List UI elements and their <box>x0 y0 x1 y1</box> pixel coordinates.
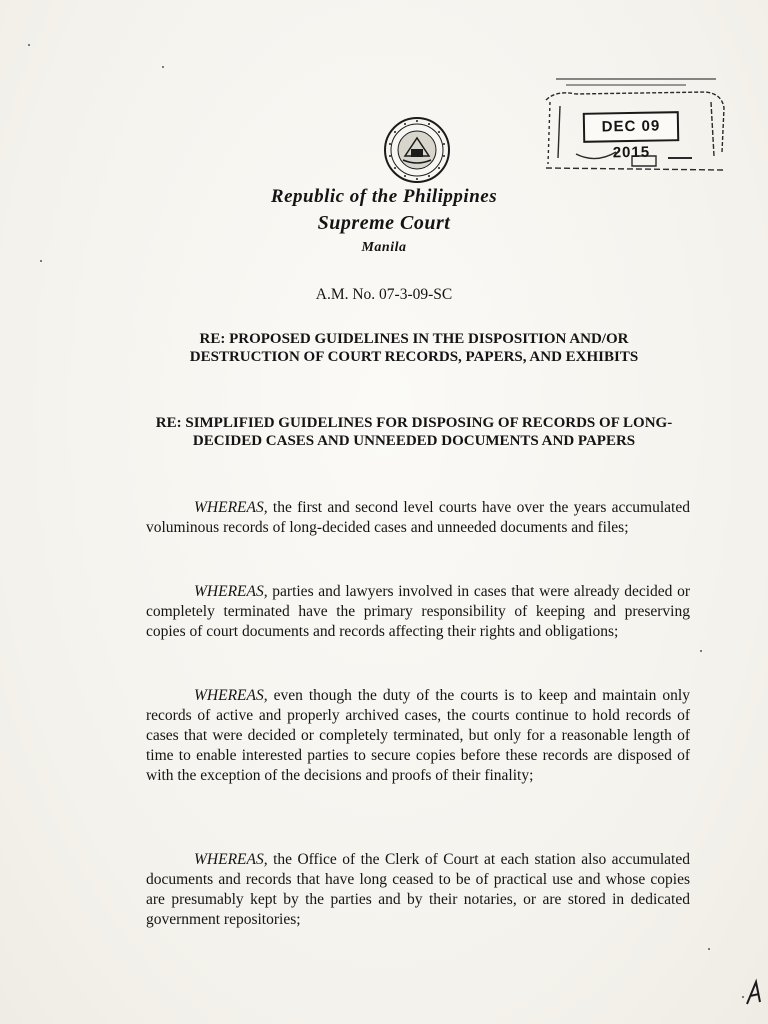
paragraph-whereas-2 <box>146 582 690 642</box>
paragraph-whereas-4 <box>146 850 690 930</box>
header-manila: Manila <box>361 240 407 255</box>
heading-simplified-guidelines: RE: SIMPLIFIED GUIDELINES FOR DISPOSING OF RECORDS OF LONG-DECIDED CASES AND UNNEEDED DOCUMENTS AND PAPERS <box>155 415 673 449</box>
initial-mark-icon <box>744 978 764 1008</box>
scan-speck <box>742 996 744 998</box>
header-supreme-court: Supreme Court <box>317 212 451 234</box>
heading-proposed-guidelines: RE: PROPOSED GUIDELINES IN THE DISPOSITION AND/OR DESTRUCTION OF COURT RECORDS, PAPERS, AND EXHIBITS <box>189 331 639 365</box>
paragraph-text: the Office of the Clerk of Court at each station also accumulated documents and records that have long ceased to be of practical use and whose copies are presumably kept by the parties and by their notaries, or are stored in dedicated government repositories; <box>146 851 690 928</box>
scan-speck <box>162 66 164 68</box>
paragraph-whereas-1 <box>146 498 690 538</box>
case-number: A.M. No. 07-3-09-SC <box>315 286 453 303</box>
supreme-court-seal-icon <box>383 116 451 184</box>
whereas-lead: WHEREAS, <box>194 499 268 516</box>
whereas-lead: WHEREAS, <box>194 851 268 868</box>
whereas-lead: WHEREAS, <box>194 583 268 600</box>
header-republic: Republic of the Philippines <box>270 186 498 207</box>
whereas-lead: WHEREAS, <box>194 687 268 704</box>
scan-speck <box>28 44 30 46</box>
scan-speck <box>700 650 702 652</box>
paragraph-whereas-3 <box>146 686 690 786</box>
scan-speck <box>40 260 42 262</box>
paragraph-text: even though the duty of the courts is to keep and maintain only records of active and properly archived cases, the courts continue to hold records of cases that were decided or completely terminated, but only for a reasonable length of time to enable interested parties to secure copies before these records are disposed of with the exception of the decisions and proofs of their finality; <box>146 687 690 784</box>
paragraph-text: the first and second level courts have over the years accumulated voluminous records of long-decided cases and unneeded documents and files; <box>146 499 690 536</box>
stamp-date: DEC 09 2015 <box>583 111 680 143</box>
scan-speck <box>708 948 710 950</box>
paragraph-text: parties and lawyers involved in cases that were already decided or completely terminated have the primary responsibility of keeping and preserving copies of court documents and records affecting their rights and obligations; <box>146 583 690 640</box>
